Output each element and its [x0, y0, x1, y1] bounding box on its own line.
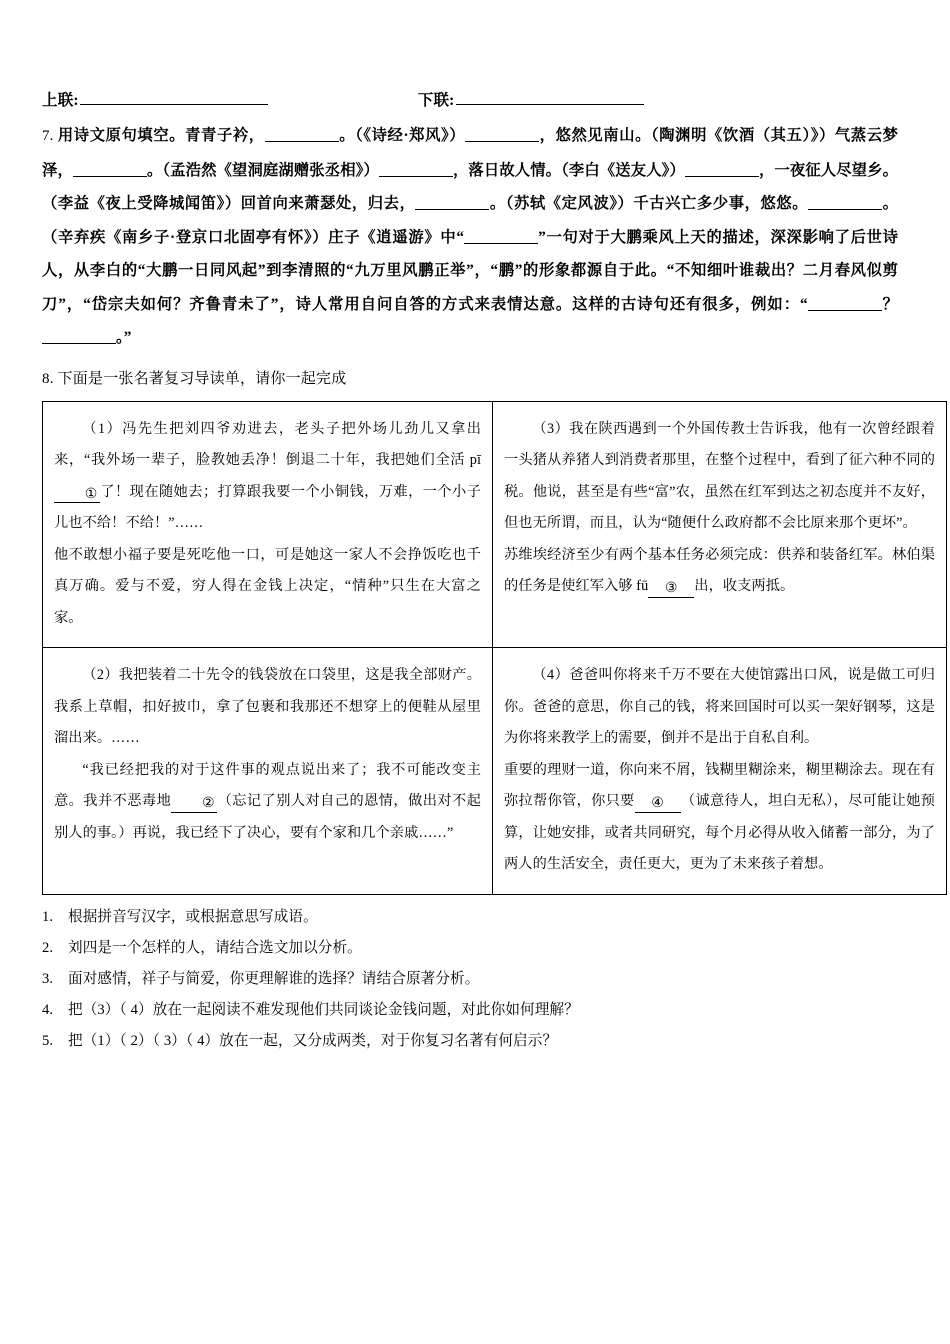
excerpt-paragraph — [504, 540, 935, 603]
excerpt-paragraph — [54, 540, 481, 635]
question-text-run: ，一夜征人尽望乡。（李益《夜上受降城闻笛》）回首向来萧瑟处，归去， — [42, 161, 898, 212]
fill-in-blank[interactable] — [42, 328, 116, 344]
pinyin-hint: pī — [469, 452, 481, 468]
excerpt-paragraph — [54, 660, 481, 755]
fill-in-blank[interactable] — [808, 194, 882, 210]
fill-in-blank[interactable] — [465, 126, 539, 142]
excerpt-text-run: 苏维埃经济至少有两个基本任务必须完成：供养和装备红军。林伯渠的任务是使红军入够 — [504, 546, 935, 594]
task-item — [42, 902, 898, 933]
reading-guide-table — [42, 401, 947, 895]
excerpt-cell-cell-3 — [493, 401, 947, 648]
excerpt-text-run: （诚意待人，坦白无私），尽可能让她预算，让她安排，或者共同研究，每个月必得从收入储蓄一部分，为了两人的生活安全，责任更大，更为了未来孩子着想。 — [504, 793, 935, 872]
table-row — [43, 401, 947, 648]
question-8-leadin-text: 下面是一张名著复习导读单，请你一起完成 — [57, 370, 347, 387]
excerpt-text-run: 他不敢想小福子要是死吃他一口，可是她这一家人不会挣饭吃也千真万确。爱与不爱，穷人得在金钱上决定，“情种”只生在大富之家。 — [54, 546, 481, 626]
fill-in-blank[interactable] — [464, 228, 538, 244]
task-item — [42, 995, 898, 1026]
excerpt-text-run: （1）冯先生把刘四爷劝进去，老头子把外场儿劲儿又拿出来，“我外场一辈子，脸教她丢净！倒退二十年，我把她们全活 — [54, 420, 481, 468]
excerpt-paragraph — [504, 755, 935, 881]
excerpt-text-run: （忘记了别人对自己的恩情，做出对不起别人的事。）再说，我已经下了决心，要有个家和几个亲戚……” — [54, 793, 481, 841]
fill-in-blank[interactable] — [73, 161, 147, 177]
question-text-run: ？ — [881, 295, 898, 313]
fill-in-blank[interactable] — [265, 126, 339, 142]
task-item — [42, 964, 898, 995]
question-text-run: ，悠然见南山。（陶渊明《饮酒（其五）》）气蒸云梦泽， — [42, 127, 898, 179]
question-text-run: 。” — [116, 329, 132, 346]
question-text-run: 用诗文原句填空。青青子衿， — [57, 127, 265, 144]
question-7 — [42, 119, 898, 355]
excerpt-paragraph — [54, 755, 481, 850]
excerpt-text-run: （4）爸爸叫你将来千万不要在大使馆露出口风，说是做工可归你。爸爸的意思，你自己的钱，将来回国时可以买一架好钢琴，这是为你将来教学上的需要，倒并不是出于自私自利。 — [504, 667, 935, 746]
lower-couplet-label: 下联: — [417, 92, 455, 109]
answer-blank-marker[interactable]: ② — [171, 796, 217, 813]
excerpt-paragraph — [54, 414, 481, 540]
fill-in-blank[interactable] — [685, 161, 759, 177]
task-number: 1. — [42, 908, 54, 925]
question-text-run: 。（孟浩然《望洞庭湖赠张丞相》） — [146, 161, 379, 179]
excerpt-cell-cell-1 — [43, 401, 493, 648]
question-7-body — [42, 127, 898, 346]
upper-couplet-blank[interactable] — [80, 89, 268, 106]
answer-blank-marker[interactable]: ③ — [648, 581, 694, 598]
excerpt-text-run: （3）我在陕西遇到一个外国传教士告诉我，他有一次曾经跟着一头猪从养猪人到消费者那里，在整个过程中，看到了征六种不同的税。他说，甚至是有些“富”农，虽然在红军到达之初态度并不友好，但也无所谓，而且，认为“随便什么政府都不会比原来那个更坏”。 — [504, 420, 935, 531]
excerpt-cell-cell-4 — [493, 648, 947, 895]
task-text: 面对感情，祥子与简爱，你更理解谁的选择？请结合原著分析。 — [68, 970, 480, 987]
task-text: 把（1）（ 2）（ 3）（ 4）放在一起，又分成两类，对于你复习名著有何启示？ — [68, 1032, 558, 1049]
task-list — [42, 902, 898, 1057]
excerpt-paragraph — [504, 414, 935, 540]
question-text-run: 。（辛弃疾《南乡子·登京口北固亭有怀》）庄子《逍遥游》中“ — [42, 195, 898, 246]
upper-couplet-label: 上联: — [42, 92, 79, 109]
upper-couplet — [42, 88, 268, 110]
task-text: 把（3）（ 4）放在一起阅读不难发现他们共同谈论金钱问题，对此你如何理解？ — [68, 1001, 579, 1018]
task-number: 2. — [42, 939, 54, 956]
question-7-number: 7. — [42, 128, 54, 144]
answer-blank-marker[interactable]: ① — [54, 487, 100, 504]
task-number: 3. — [42, 970, 54, 987]
fill-in-blank[interactable] — [415, 194, 489, 210]
task-item — [42, 933, 898, 964]
excerpt-text-run: 了！现在随她去；打算跟我要一个小铜钱，万难，一个小子儿也不给！不给！”…… — [54, 483, 481, 531]
question-text-run: ”一句对于大鹏乘风上天的描述，深深影响了后世诗人，从李白的“大鹏一日同风起”到李清照的“九万里风鹏正举”，“鹏”的形象都源自于此。“不知细叶谁裁出？二月春风似剪刀”，“岱宗夫如何？齐鲁青未了”，诗人常用自问自答的方式来表情达意。这样的古诗句还有很多，例如：“ — [42, 228, 898, 313]
task-item — [42, 1026, 898, 1057]
fill-in-blank[interactable] — [808, 295, 882, 311]
task-number: 4. — [42, 1001, 54, 1018]
question-8-leadin — [42, 364, 898, 394]
task-text: 刘四是一个怎样的人，请结合选文加以分析。 — [68, 939, 362, 956]
pinyin-hint: fū — [636, 578, 649, 594]
question-text-run: 。（苏轼《定风波》）千古兴亡多少事，悠悠。 — [489, 195, 809, 212]
lower-couplet-blank[interactable] — [456, 89, 644, 106]
lower-couplet — [418, 88, 644, 110]
excerpt-cell-cell-2 — [43, 648, 493, 895]
excerpt-text-run: 重要的理财一道，你向来不屑，钱糊里糊涂来，糊里糊涂去。现在有弥拉帮你管，你只要 — [504, 761, 935, 809]
question-text-run: 。（《诗经·郑风》） — [338, 127, 466, 144]
excerpt-text-run: （2）我把装着二十先令的钱袋放在口袋里，这是我全部财产。我系上草帽，扣好披巾，拿了包裹和我那还不想穿上的便鞋从屋里溜出来。…… — [54, 667, 481, 746]
table-row — [43, 648, 947, 895]
couplet-header — [42, 88, 898, 110]
fill-in-blank[interactable] — [379, 161, 453, 177]
question-8-number: 8. — [42, 370, 54, 387]
excerpt-text-run: “我已经把我的对于这件事的观点说出来了；我不可能改变主意。我并不恶毒地 — [54, 761, 481, 809]
task-text: 根据拼音写汉字，或根据意思写成语。 — [68, 908, 318, 925]
excerpt-paragraph — [504, 660, 935, 755]
task-number: 5. — [42, 1032, 54, 1049]
answer-blank-marker[interactable]: ④ — [635, 796, 681, 813]
excerpt-text-run: 出，收支两抵。 — [694, 578, 795, 594]
question-text-run: ，落日故人情。（李白《送友人》） — [452, 161, 685, 179]
